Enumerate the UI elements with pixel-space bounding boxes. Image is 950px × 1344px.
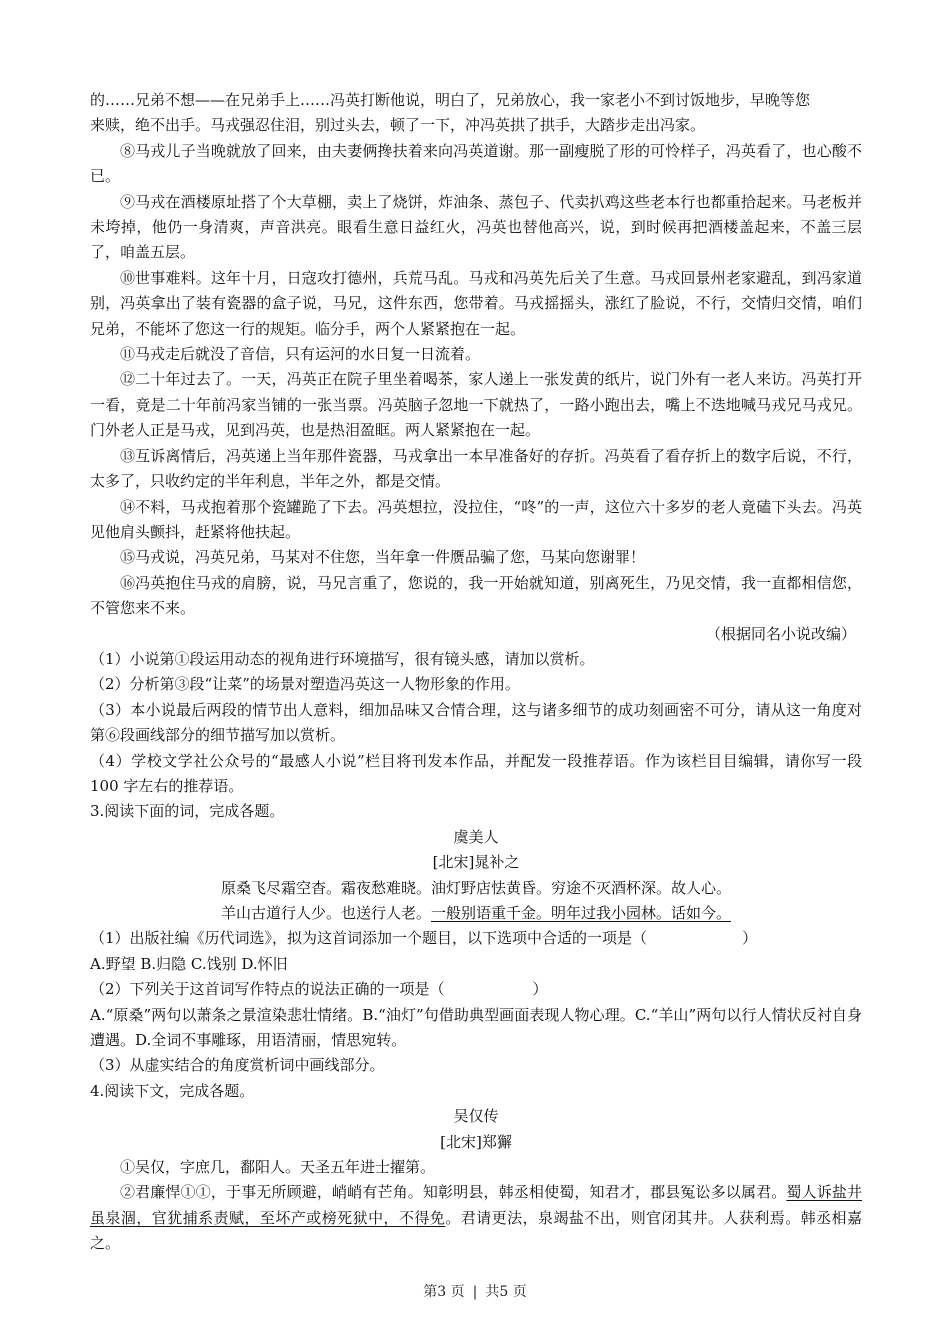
story-paragraph-14: ⑭不料，马戎抱着那个瓷罐跪了下去。冯英想拉，没拉住，“咚”的一声，这位六十多岁的老人竟磕下头去。冯英见他肩头颤抖，赶紧将他扶起。: [90, 497, 862, 541]
question-2-2: （2）分析第③段“让菜”的场景对塑造冯英这一人物形象的作用。: [90, 675, 520, 694]
essay-paragraph-1: ①吴仅，字庶几，鄱阳人。天圣五年进士擢第。: [120, 1158, 436, 1177]
document-page: [90, 88, 862, 1257]
essay-paragraph-2-underlined: 蜀人诉盐井虽泉涸，官犹捕系责赋，至坏产或榜死狱中，不得免: [90, 1183, 862, 1227]
question-3-2: [90, 977, 862, 1002]
section-3-heading: 3.阅读下面的词，完成各题。: [90, 802, 285, 821]
poem-line-2-underlined: 一般别语重千金。明年过我小园林。话如今。: [431, 904, 732, 922]
story-paragraph-12: ⑫二十年过去了。一天，冯英正在院子里坐着喝茶，家人递上一张发黄的纸片，说门外有一老人来访。冯英打开一看，竟是二十年前冯家当铺的一张当票。冯英脑子忽地一下就热了，一路小跑出去，嘴上不迭地喊马戎兄马戎兄。门外老人正是马戎，见到冯英，也是热泪盈眶。两人紧紧抱在一起。: [90, 370, 862, 440]
question-2-4: （4）学校文学社公众号的“最感人小说”栏目将刊发本作品，并配发一段推荐语。作为该栏目目编辑，请你写一段 100 字左右的推荐语。: [90, 751, 862, 795]
question-3-2-text: （2）下列关于这首词写作特点的说法正确的一项是（: [90, 980, 445, 999]
story-paragraph-8: ⑧马戎儿子当晚就放了回来，由夫妻俩搀扶着来向冯英道谢。那一副瘦脱了形的可怜样子，冯英看了，也心酸不已。: [90, 141, 862, 186]
story-paragraph-9: ⑨马戎在酒楼原址搭了个大草棚，卖上了烧饼，炸油条、蒸包子、代卖扒鸡这些老本行也都重拾起来。马老板并未垮掉，他仍一身清爽，声音洪亮。眼看生意日益红火，冯英也替他高兴，说，到时候再把酒楼盖起来，不盖三层了，咱盖五层。: [90, 192, 862, 262]
page-number: 第3 页: [423, 1284, 465, 1300]
story-paragraph-16: ⑯冯英抱住马戎的肩膀，说，马兄言重了，您说的，我一开始就知道，别离死生，乃见交情，我一直都相信您，不管您来不来。: [90, 573, 862, 618]
essay-paragraph-2-rest: 。君请更法，泉竭盐不出，则官闭其井。人获利焉。韩丞相嘉之。: [90, 1208, 862, 1253]
story-paragraph-13: ⑬互诉离情后，冯英递上当年那件瓷器，马戎拿出一本早准备好的存折。冯英看了看存折上的数字后说，不行，太多了，只收约定的半年利息，半年之外，都是交情。: [90, 446, 862, 491]
essay-paragraph-2: [90, 1180, 862, 1256]
poem-line-2-plain: 羊山古道行人少。也送行人老。: [220, 904, 431, 922]
story-p7-tail-line1: 的……兄弟不想——在兄弟手上……冯英打断他说，明白了，兄弟放心，我一家老小不到讨饭地步，早晚等您: [90, 91, 811, 109]
story-paragraph-10: ⑩世事难料。这年十月，日寇攻打德州，兵荒马乱。马戎和冯英先后关了生意。马戎回景州老家避乱，到冯家道别，冯英拿出了装有瓷器的盒子说，马兄，这件东西，您带着。马戎摇摇头，涨红了脸说，不行，交情归交情，咱们兄弟，不能坏了您这一行的规矩。临分手，两个人紧紧抱在一起。: [90, 268, 862, 338]
essay-author: [北宋]郑獬: [440, 1132, 512, 1151]
question-3-1-close: ）: [742, 929, 758, 948]
story-paragraph-11: ⑪马戎走后就没了音信，只有运河的水日复一日流着。: [120, 345, 481, 364]
section-4-heading: 4.阅读下文，完成各题。: [90, 1081, 255, 1100]
question-3-2-close: ）: [532, 980, 548, 999]
question-3-1-options: A.野望 B.归隐 C.饯别 D.怀旧: [90, 954, 288, 973]
question-3-3: （3）从虚实结合的角度赏析词中画线部分。: [90, 1056, 385, 1075]
page-footer: [0, 1281, 950, 1301]
question-3-1-text: （1）出版社编《历代词选》，拟为这首词添加一个题目，以下选项中合适的一项是（: [90, 929, 648, 948]
poem-line-2: [90, 901, 862, 926]
poem-author: [北宋]晁补之: [432, 853, 520, 872]
question-3-1: [90, 926, 862, 951]
essay-title: 吴仅传: [453, 1107, 499, 1126]
question-3-2-options: A.“原桑”两句以萧条之景渲染悲壮情绪。B.“油灯”句借助典型画面表现人物心理。C.“羊山”两句以行人情状反衬自身遭遇。D.全词不事雕琢，用语清丽，情思宛转。: [90, 1005, 862, 1050]
story-p7-tail-line2: 来赎，绝不出手。马戎强忍住泪，别过头去，顿了一下，冲冯英拱了拱手，大踏步走出冯家。: [90, 116, 706, 135]
question-2-3: （3）本小说最后两段的情节出人意料，细加品味又合情合理，这与诸多细节的成功刻画密不可分，请从这一角度对第⑥段画线部分的细节描写加以赏析。: [90, 700, 862, 745]
footer-separator: |: [472, 1284, 478, 1300]
page-total: 共5 页: [485, 1284, 527, 1300]
question-2-1: （1）小说第①段运用动态的视角进行环境描写，很有镜头感，请加以赏析。: [90, 649, 595, 668]
story-paragraph-15: ⑮马戎说，冯英兄弟，马某对不住您，当年拿一件赝品骗了您，马某向您谢罪！: [120, 548, 646, 567]
poem-line-1: 原桑飞尽霜空杳。霜夜愁难晓。油灯野店怯黄昏。穷途不灭酒杯深。故人心。: [220, 878, 731, 897]
story-source-note: （根据同名小说改编）: [705, 624, 856, 643]
essay-paragraph-2-plain: ②君廉悍①①，于事无所顾避，峭峭有芒角。知彰明县，韩丞相使蜀，知君才，郡县冤讼多以属君。: [120, 1183, 787, 1202]
poem-title: 虞美人: [453, 827, 499, 846]
